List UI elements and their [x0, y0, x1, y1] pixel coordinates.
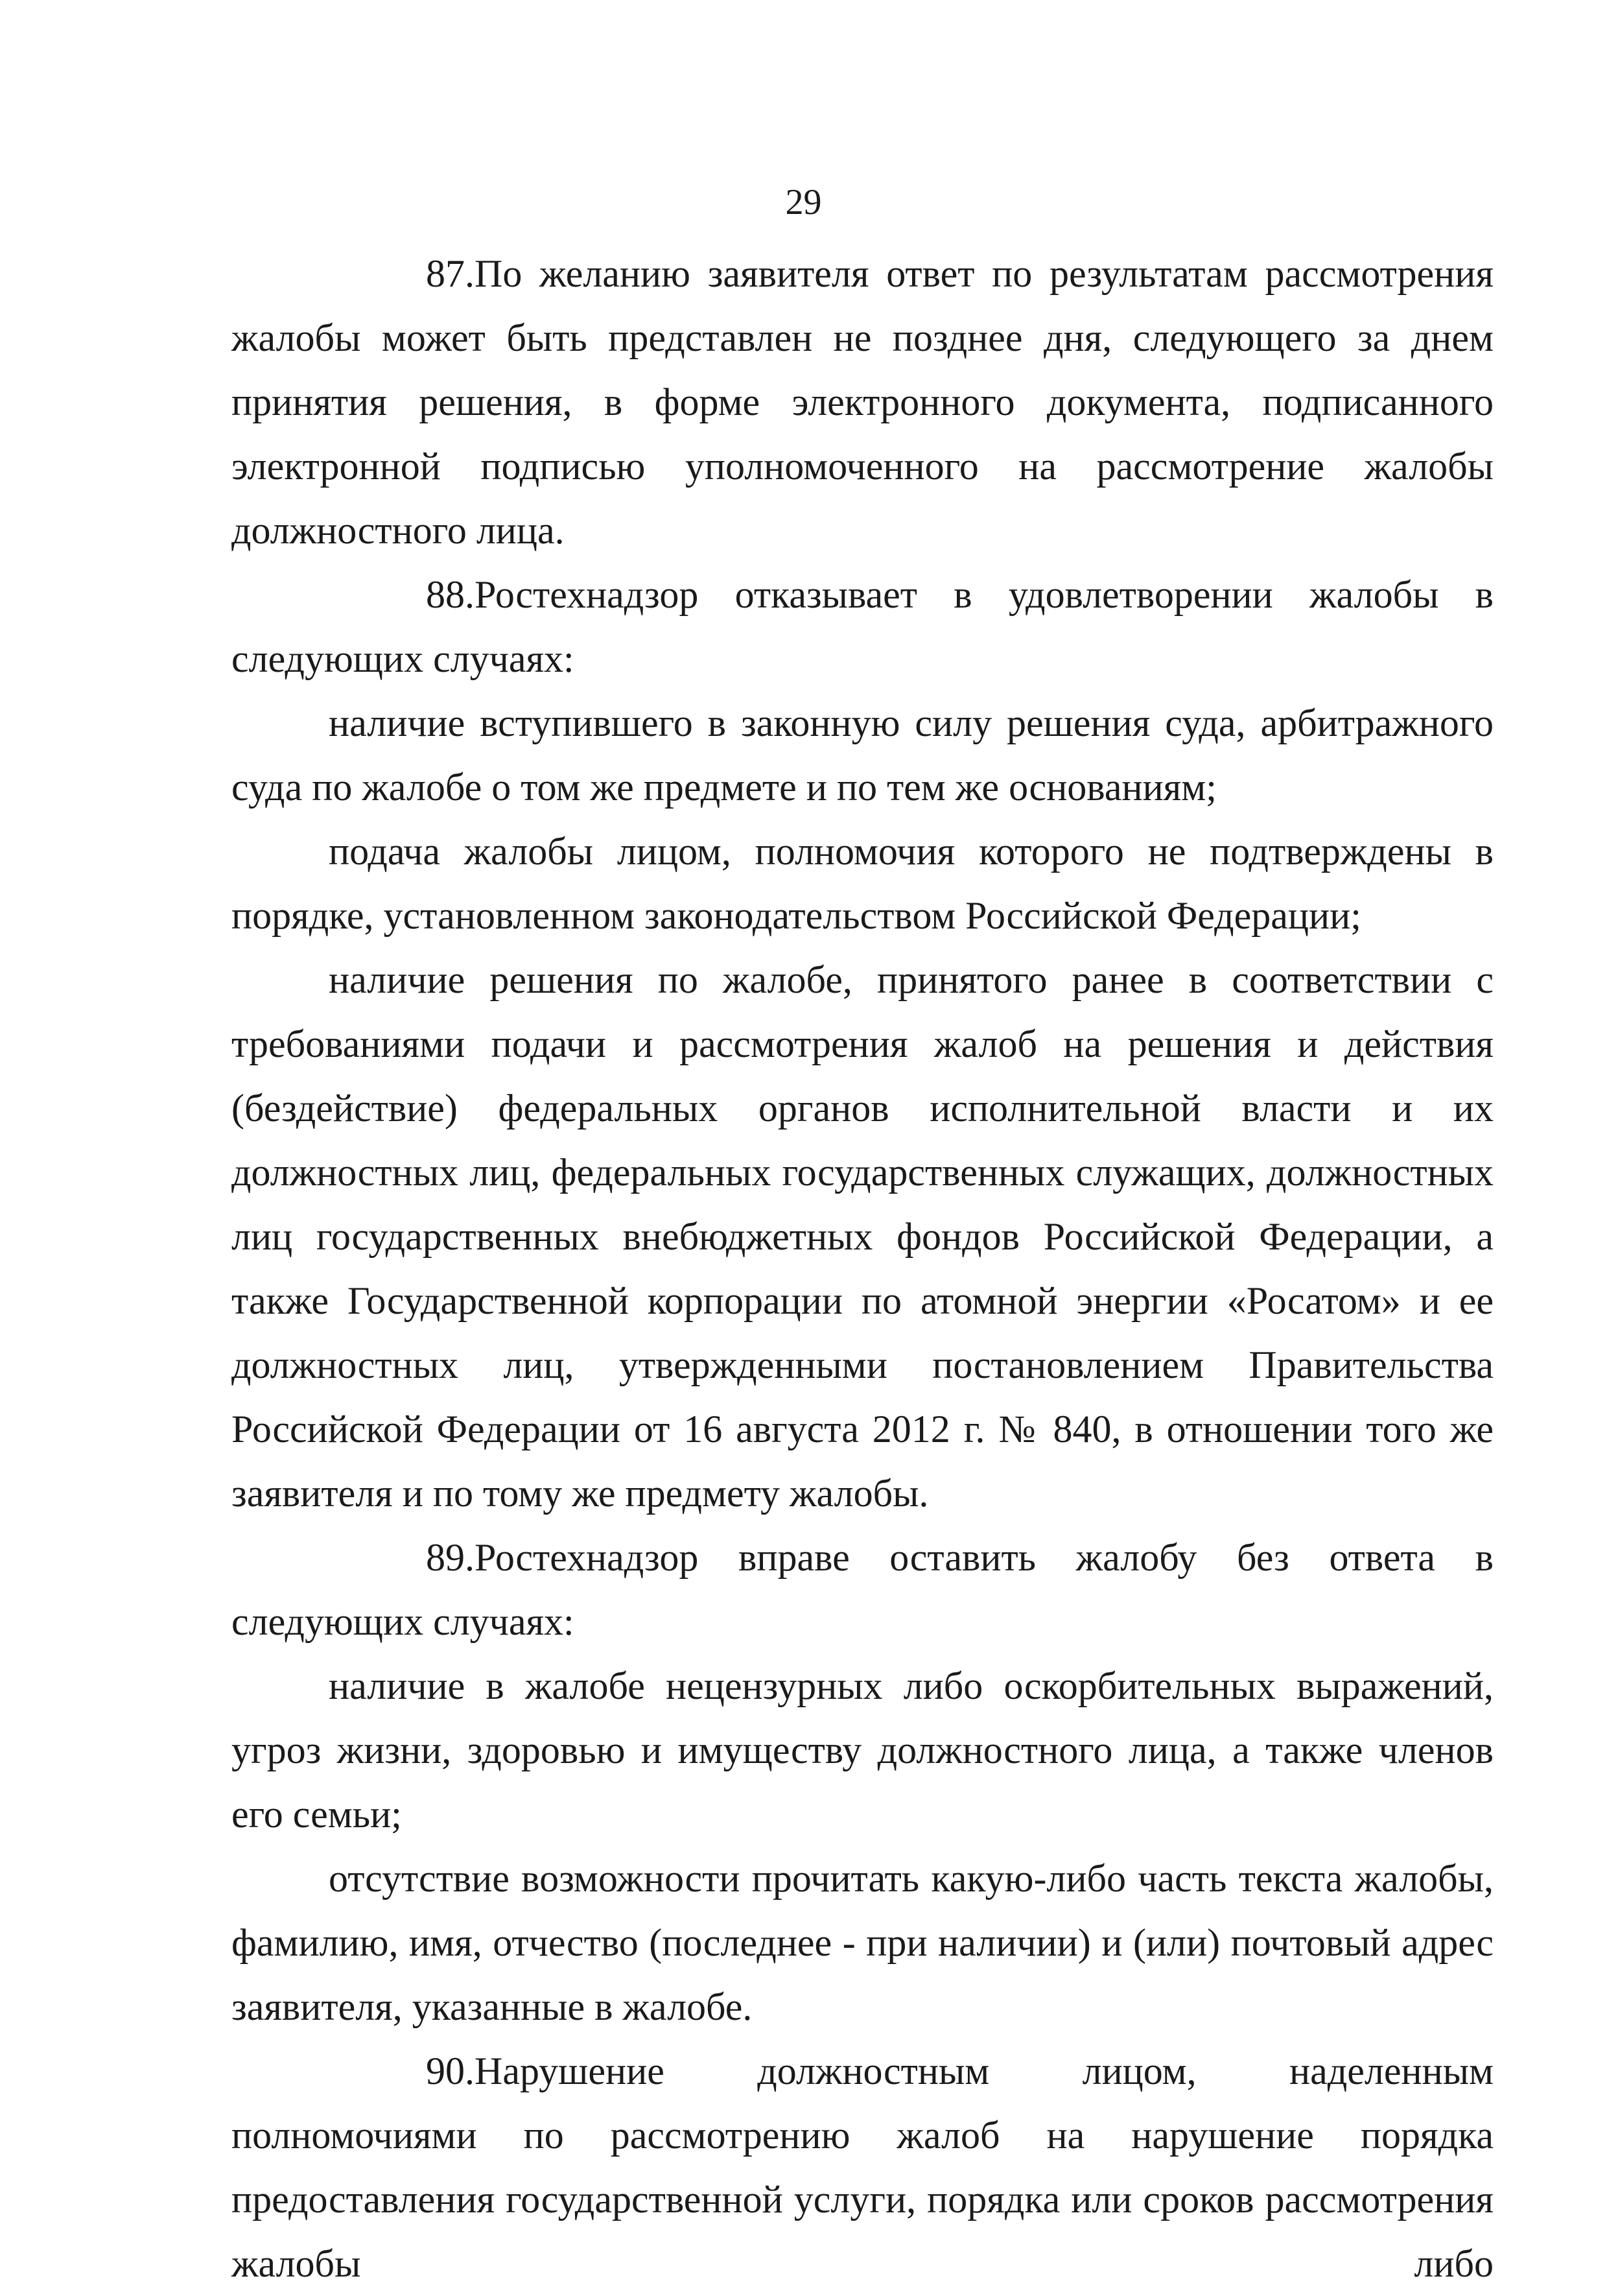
paragraph-89 [231, 1526, 1494, 1654]
paragraph-text: отсутствие возможности прочитать какую-либо часть текста жалобы, фамилию, имя, отчество (последнее - при наличии) и (или) почтовый адрес заявителя, указанные в жалобе. [231, 1857, 1494, 2028]
paragraph-90 [231, 2039, 1494, 2296]
page-number: 29 [785, 182, 822, 222]
paragraph-text: наличие вступившего в законную силу решения суда, арбитражного суда по жалобе о том же предмете и по тем же основаниям; [231, 702, 1494, 809]
list-item-obscene-language [231, 1654, 1494, 1847]
paragraph-text: Ростехнадзор отказывает в удовлетворении жалобы в следующих случаях: [231, 573, 1494, 680]
paragraph-text: По желанию заявителя ответ по результатам рассмотрения жалобы может быть представлен не позднее дня, следующего за днем принятия решения, в форме электронного документа, подписанного электронной подписью уполномоченного на рассмотрение жалобы должностного лица. [231, 252, 1494, 552]
list-item-unauthorized-filing [231, 820, 1494, 948]
paragraph-text: наличие в жалобе нецензурных либо оскорбительных выражений, угроз жизни, здоровью и имуществу должностного лица, а также членов его семьи; [231, 1664, 1494, 1836]
paragraph-87 [231, 242, 1494, 563]
paragraph-text: Ростехнадзор вправе оставить жалобу без ответа в следующих случаях: [231, 1536, 1494, 1643]
paragraph-number: 88. [426, 573, 475, 616]
list-item-unreadable-text [231, 1847, 1494, 2039]
paragraph-number: 90. [426, 2050, 475, 2092]
paragraph-text: Нарушение должностным лицом, наделенным полномочиями по рассмотрению жалоб на нарушение порядка предоставления государственной услуги, порядка или сроков рассмотрения жалобы либо [231, 2050, 1494, 2285]
list-item-court-decision [231, 691, 1494, 820]
paragraph-number: 89. [426, 1536, 475, 1579]
paragraph-number: 87. [426, 252, 475, 295]
paragraph-text: подача жалобы лицом, полномочия которого не подтверждены в порядке, установленном законодательством Российской Федерации; [231, 830, 1494, 937]
paragraph-88 [231, 563, 1494, 691]
list-item-prior-decision [231, 948, 1494, 1526]
document-body [231, 242, 1494, 2296]
paragraph-text: наличие решения по жалобе, принятого ранее в соответствии с требованиями подачи и рассмотрения жалоб на решения и действия (бездействие) федеральных органов исполнительной власти и их должностных лиц, федеральных государственных служащих, должностных лиц государственных внебюджетных фондов Российской Федерации, а также Государственной корпорации по атомной энергии «Росатом» и ее должностных лиц, утвержденными постановлением Правительства Российской Федерации от 16 августа 2012 г. № 840, в отношении того же заявителя и по тому же предмету жалобы. [231, 958, 1494, 1515]
